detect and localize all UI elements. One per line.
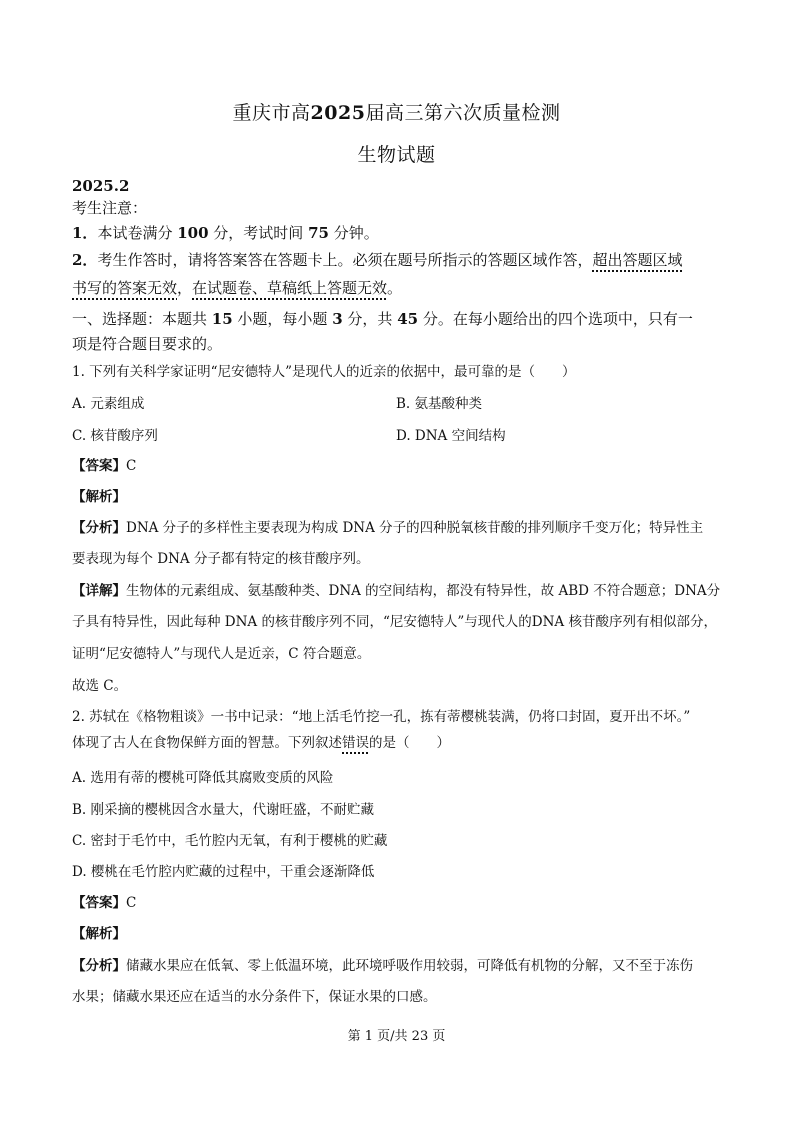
- q1-fenxi-cont: 要表现为每个 DNA 分子都有特定的核苷酸序列。: [72, 551, 370, 567]
- q1-option-a: A. 元素组成: [72, 396, 145, 412]
- section-heading-cont: 项是符合题目要求的。: [72, 335, 223, 353]
- q1-xiangjie-cont-1: 子具有特异性，因此每种 DNA 的核苷酸序列不同，“尼安德特人”与现代人的DNA 核苷酸序列有相似部分，: [72, 614, 717, 630]
- q1-xiangjie-cont-2: 证明“尼安德特人”与现代人是近亲，C 符合题意。: [72, 646, 371, 662]
- q1-option-d: D. DNA 空间结构: [396, 428, 506, 444]
- title-suffix: 届高三第六次质量检测: [365, 102, 561, 124]
- page-title: [0, 98, 793, 125]
- q2-fenxi-cont: 水果；储藏水果还应在适当的水分条件下，保证水果的口感。: [72, 989, 437, 1005]
- q1-option-c: C. 核苷酸序列: [72, 428, 158, 444]
- q2-answer: 【答案】C: [72, 895, 137, 911]
- notice-item-2: 2．考生作答时，请将答案答在答题卡上。必须在题号所指示的答题区域作答，超出答题区域: [72, 251, 683, 269]
- q1-option-b: B. 氨基酸种类: [396, 396, 483, 412]
- exam-date: 2025.2: [72, 177, 130, 195]
- emphasis-text: 错误: [342, 735, 369, 751]
- q2-option-d: D. 樱桃在毛竹腔内贮藏的过程中，干重会逐渐降低: [72, 864, 375, 880]
- emphasis-text: 在试题卷、草稿纸上答题无效: [192, 279, 388, 297]
- section-heading: 一、选择题：本题共 15 小题，每小题 3 分，共 45 分。在每小题给出的四个选项中，只有一: [72, 310, 693, 328]
- page-subtitle: 生物试题: [357, 144, 436, 166]
- emphasis-text: 书写的答案无效: [72, 279, 178, 297]
- q1-conclusion: 故选 C。: [72, 678, 128, 694]
- question-1-stem: 1. 下列有关科学家证明“尼安德特人”是现代人的近亲的依据中，最可靠的是（ ）: [72, 364, 576, 380]
- title-prefix: 重庆市高: [232, 102, 311, 124]
- question-2-stem-cont: 体现了古人在食物保鲜方面的智慧。下列叙述错误的是（ ）: [72, 735, 450, 751]
- q1-fenxi: 【分析】DNA 分子的多样性主要表现为构成 DNA 分子的四种脱氧核苷酸的排列顺序千变万化；特异性主: [72, 520, 704, 536]
- notice-item-1: 1．本试卷满分 100 分，考试时间 75 分钟。: [72, 224, 379, 242]
- q2-option-a: A. 选用有蒂的樱桃可降低其腐败变质的风险: [72, 770, 334, 786]
- q2-fenxi: 【分析】储藏水果应在低氧、零上低温环境，此环境呼吸作用较弱，可降低有机物的分解，又不至于冻伤: [72, 958, 693, 974]
- question-2-stem: 2. 苏轼在《格物粗谈》一书中记录：“地上活毛竹挖一孔，拣有蒂樱桃装满，仍将口封固，夏开出不坏。”: [72, 709, 691, 725]
- q2-option-c: C. 密封于毛竹中，毛竹腔内无氧，有利于樱桃的贮藏: [72, 833, 388, 849]
- notice-heading: 考生注意：: [72, 199, 148, 217]
- emphasis-text: 超出答题区域: [592, 251, 683, 269]
- q1-answer: 【答案】C: [72, 458, 137, 474]
- q1-analysis-tag: 【解析】: [72, 489, 126, 505]
- q1-xiangjie: 【详解】生物体的元素组成、氨基酸种类、DNA 的空间结构，都没有特异性，故 ABD 不符合题意；DNA分: [72, 583, 721, 599]
- title-year: 2025: [310, 102, 366, 124]
- q2-option-b: B. 刚采摘的樱桃因含水量大，代谢旺盛，不耐贮藏: [72, 802, 375, 818]
- notice-item-2-cont: 书写的答案无效，在试题卷、草稿纸上答题无效。: [72, 279, 403, 297]
- q2-analysis-tag: 【解析】: [72, 926, 126, 942]
- page-number: 第 1 页/共 23 页: [347, 1029, 446, 1044]
